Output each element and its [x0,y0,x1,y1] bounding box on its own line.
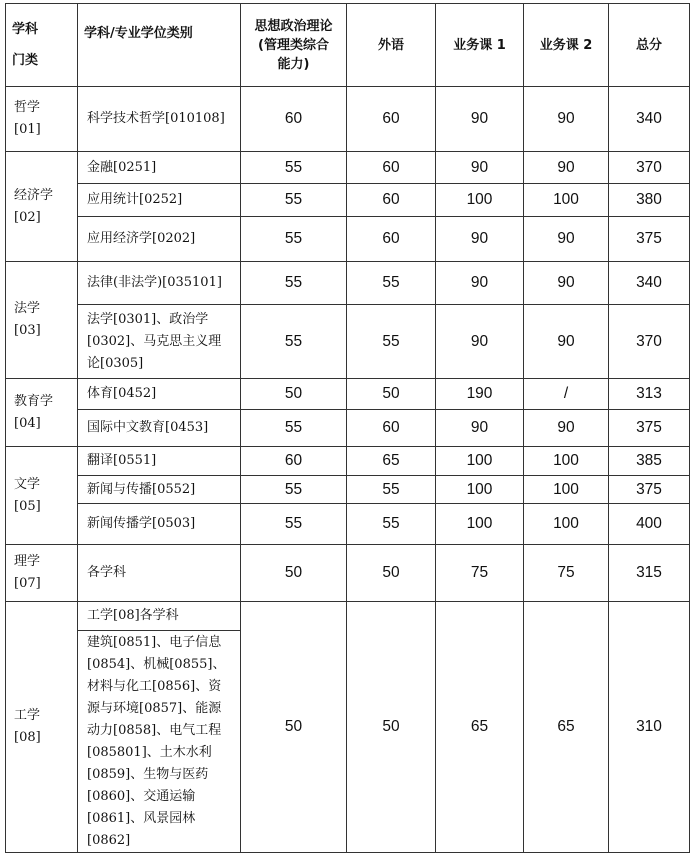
course2-score: 100 [524,447,609,476]
politics-score: 55 [241,410,347,447]
course2-score: 90 [524,152,609,184]
foreign-score: 55 [347,262,436,305]
course2-score: 90 [524,87,609,152]
politics-score: 50 [241,602,347,853]
score-table [5,3,690,853]
foreign-score: 50 [347,602,436,853]
foreign-score: 60 [347,87,436,152]
table-row [6,447,690,476]
total-score: 340 [609,262,690,305]
foreign-score: 55 [347,504,436,545]
table-row [6,545,690,602]
politics-score: 50 [241,545,347,602]
politics-score: 55 [241,504,347,545]
header-row [6,4,690,87]
table-row [6,184,690,217]
category-cell: 文学 [05] [6,447,78,545]
total-score: 313 [609,379,690,410]
politics-score: 55 [241,152,347,184]
major-cell: 翻译[0551] [78,447,241,476]
total-score: 370 [609,305,690,379]
course1-score: 90 [436,262,524,305]
course2-score: 100 [524,184,609,217]
foreign-score: 60 [347,152,436,184]
total-score: 375 [609,217,690,262]
politics-score: 55 [241,217,347,262]
table-row [6,305,690,379]
course1-score: 75 [436,545,524,602]
major-cell: 法律(非法学)[035101] [78,262,241,305]
course1-score: 90 [436,217,524,262]
table-row [6,262,690,305]
category-cell: 经济学 [02] [6,152,78,262]
course2-score: / [524,379,609,410]
category-cell: 哲学 [01] [6,87,78,152]
course2-score: 65 [524,602,609,853]
politics-score: 60 [241,87,347,152]
course2-score: 90 [524,262,609,305]
course1-score: 100 [436,476,524,504]
total-score: 315 [609,545,690,602]
table-row [6,410,690,447]
course2-score: 75 [524,545,609,602]
table-row [6,152,690,184]
table-row [6,217,690,262]
foreign-score: 50 [347,379,436,410]
major-cell: 应用经济学[0202] [78,217,241,262]
politics-score: 50 [241,379,347,410]
course1-score: 90 [436,410,524,447]
politics-score: 55 [241,476,347,504]
politics-score: 55 [241,262,347,305]
table-row [6,602,690,631]
course2-score: 90 [524,410,609,447]
total-score: 340 [609,87,690,152]
course1-score: 90 [436,87,524,152]
course1-score: 90 [436,152,524,184]
header-major: 学科/专业学位类别 [78,4,241,87]
table-row [6,504,690,545]
course1-score: 100 [436,184,524,217]
major-cell: 法学[0301]、政治学 [0302]、马克思主义理 论[0305] [78,305,241,379]
foreign-score: 55 [347,305,436,379]
foreign-score: 60 [347,410,436,447]
header-course2: 业务课 2 [524,4,609,87]
total-score: 375 [609,476,690,504]
major-cell: 金融[0251] [78,152,241,184]
header-politics: 思想政治理论 (管理类综合 能力) [241,4,347,87]
table-row [6,476,690,504]
politics-score: 60 [241,447,347,476]
foreign-score: 55 [347,476,436,504]
total-score: 385 [609,447,690,476]
table-row [6,87,690,152]
politics-score: 55 [241,305,347,379]
foreign-score: 65 [347,447,436,476]
header-total: 总分 [609,4,690,87]
course1-score: 100 [436,504,524,545]
major-cell: 应用统计[0252] [78,184,241,217]
major-cell: 体育[0452] [78,379,241,410]
course1-score: 65 [436,602,524,853]
total-score: 400 [609,504,690,545]
course1-score: 190 [436,379,524,410]
major-cell: 工学[08]各学科 [78,602,241,631]
course1-score: 100 [436,447,524,476]
foreign-score: 60 [347,184,436,217]
course2-score: 90 [524,305,609,379]
major-cell: 科学技术哲学[010108] [78,87,241,152]
category-cell: 工学 [08] [6,602,78,853]
total-score: 370 [609,152,690,184]
foreign-score: 60 [347,217,436,262]
total-score: 375 [609,410,690,447]
course2-score: 90 [524,217,609,262]
major-cell: 各学科 [78,545,241,602]
major-cell: 新闻与传播[0552] [78,476,241,504]
category-cell: 教育学 [04] [6,379,78,447]
category-cell: 法学 [03] [6,262,78,379]
table-row [6,379,690,410]
course1-score: 90 [436,305,524,379]
major-cell: 建筑[0851]、电子信息 [0854]、机械[0855]、 材料与化工[0856]、资 源与环境[0857]、能源 动力[0858]、电气工程 [085801]、土木水利 [0859]、生物与医药 [0860]、交通运输 [0861]、风景园林 [0862] [78,631,241,853]
total-score: 380 [609,184,690,217]
header-course1: 业务课 1 [436,4,524,87]
foreign-score: 50 [347,545,436,602]
politics-score: 55 [241,184,347,217]
course2-score: 100 [524,504,609,545]
category-cell: 理学 [07] [6,545,78,602]
header-category: 学科 门类 [6,4,78,87]
course2-score: 100 [524,476,609,504]
total-score: 310 [609,602,690,853]
major-cell: 国际中文教育[0453] [78,410,241,447]
header-foreign: 外语 [347,4,436,87]
major-cell: 新闻传播学[0503] [78,504,241,545]
